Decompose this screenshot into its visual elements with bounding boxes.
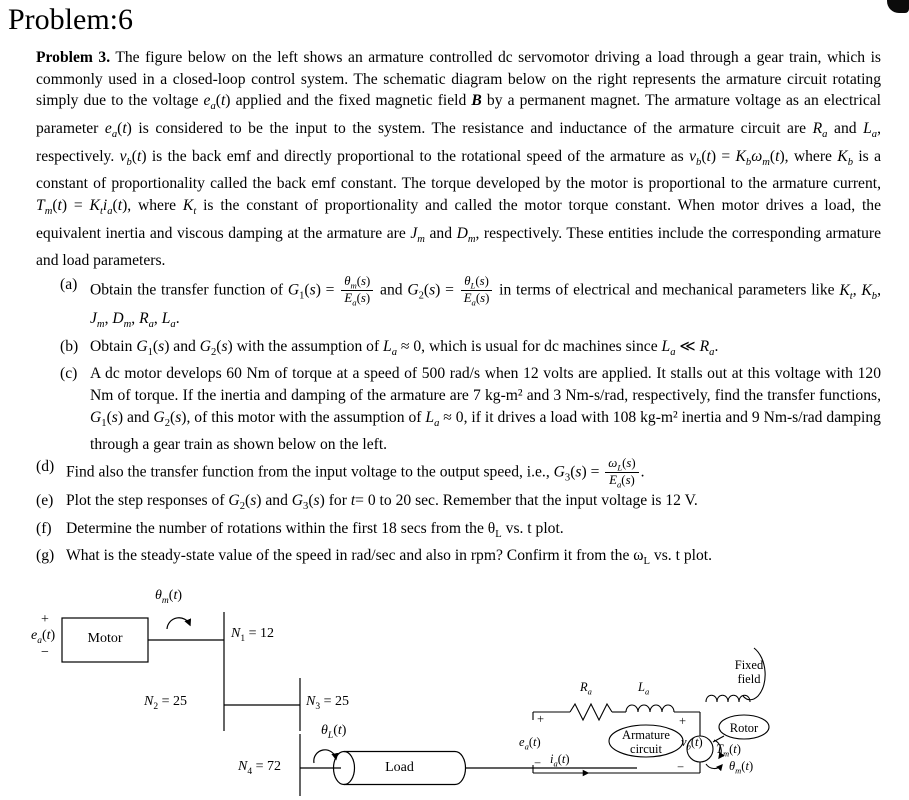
motor-label: Motor: [87, 631, 123, 646]
item-text: A dc motor develops 60 Nm of torque at a speed of 500 rad/s when 12 volts are applied. It stalls out at this voltage with 120 Nm of torque. If the inertia and damping of the armature are 7 kg-m² and 3 Nm-s/rad, respectively, find the transfer functions, $G_1(s)$ and $G_2(s)$, of this motor with the assumption of $L_a \approx 0$, if it drives a load with 108 kg-m² inertia and 9 Nm-s/rad damping through a gear train as shown below on the left.: [90, 365, 881, 454]
back-emf-label: $v_b(t)$: [681, 735, 703, 752]
item-text: Find also the transfer function from the input voltage to the output speed, i.e., $G_3(s)$ = $\frac{\omega_L(s)}{E_a(s)}$ .: [66, 455, 645, 490]
gear-n3-label: $N_3 = 25$: [306, 694, 350, 712]
problem-item-c: [36, 363, 881, 455]
problem-item-f: [36, 518, 881, 546]
item-label: (g): [36, 547, 55, 565]
rotor-label: Rotor: [729, 721, 759, 735]
item-text: Obtain the transfer function of $G_1(s)$ = $\frac{\theta_m(s)}{E_a(s)}$ and $G_2(s)$ = $\frac{\theta_L(s)}{E_a(s)}$ in terms of electrical and mechanical parameters like $K_t$, $K_b$, $J_m$, $D_m$, $R_a$, $L_a$.: [90, 273, 881, 331]
problem-item-a: [36, 274, 881, 336]
armature-voltage-label: $e_a(t)$: [519, 735, 541, 752]
item-label: (b): [60, 337, 79, 355]
theta-L-label: $\theta_L(t)$: [321, 723, 347, 741]
item-text: Determine the number of rotations within the first 18 secs from the $\theta_L$ vs. t plot.: [66, 519, 564, 540]
problem-statement: Problem 3. The figure below on the left shows an armature controlled dc servomotor driving a load through a gear train, which is commonly used in a closed-loop control system. The schematic diagram below on the right represents the armature circuit rotating simply due to the voltage $e_a(t)$ applied and the fixed magnetic field B by a permanent magnet. The armature voltage as an electrical parameter $e_a(t)$ is considered to be the input to the system. The resistance and inductance of the armature circuit are $R_a$ and $L_a$, respectively. $v_b(t)$ is the back emf and directly proportional to the rotational speed of the armature as $v_b(t) = K_b\omega_m(t)$, where $K_b$ is a constant of proportionality called the back emf constant. The torque developed by the motor is proportional to the armature current, $T_m(t) = K_ti_a(t)$, where $K_t$ is the constant of proportionality and called the motor torque constant. When motor drives a load, the equivalent inertia and viscous damping at the armature are $J_m$ and $D_m$, respectively. These entities include the corresponding armature and load parameters.: [36, 49, 882, 270]
problem-item-d: [36, 456, 881, 490]
item-label: (a): [60, 275, 78, 293]
problem-item-e: [36, 490, 881, 518]
item-text: Obtain $G_1(s)$ and $G_2(s)$ with the assumption of $L_a \approx 0$, which is usual for dc machines since $L_a$ ≪ $R_a$.: [90, 337, 719, 358]
armature-circuit-label: Armature circuit: [622, 728, 670, 756]
armature-minus-sign: −: [534, 756, 542, 770]
item-text: What is the steady-state value of the speed in rad/sec and also in rpm? Confirm it from the $\omega_L$ vs. t plot.: [66, 547, 712, 568]
load-label: Load: [385, 760, 414, 775]
input-voltage-label: $e_a(t)$: [31, 628, 56, 646]
motor-torque-label: $T_m(t)$: [716, 742, 741, 759]
figure-diagram: [0, 562, 909, 800]
gear-n1-label: $N_1 = 12$: [231, 626, 275, 644]
rotation-arrow-load-icon: [314, 750, 336, 763]
back-emf-plus-sign: +: [679, 714, 687, 728]
problem-text-block: [0, 39, 909, 573]
armature-plus-sign: +: [537, 712, 545, 726]
theta-arrow-icon: [706, 764, 722, 769]
inductor-symbol: [626, 705, 674, 712]
input-plus-sign: +: [41, 612, 49, 627]
rotation-arrow-motor-icon: [167, 618, 190, 629]
inductance-label: $L_a$: [638, 680, 650, 697]
fixed-field-label: Fixed field: [734, 658, 764, 686]
theta-m-shaft-label: $\theta_m(t)$: [155, 588, 182, 606]
gear-n4-label: $N_4 = 72$: [238, 759, 282, 777]
item-text: Plot the step responses of $G_2(s)$ and $G_3(s)$ for t= 0 to 20 sec. Remember that the input voltage is 12 V.: [66, 491, 698, 513]
resistance-label: $R_a$: [580, 680, 592, 697]
armature-current-label: $i_a(t)$: [550, 752, 570, 769]
item-label: (c): [60, 365, 78, 383]
item-label: (f): [36, 519, 52, 537]
resistor-symbol: [570, 704, 612, 720]
back-emf-minus-sign: −: [677, 760, 685, 774]
page-title: Problem:6: [8, 3, 133, 36]
item-label: (d): [36, 457, 55, 475]
gear-n2-label: $N_2 = 25$: [144, 694, 188, 712]
problem-item-b: [36, 336, 881, 364]
input-minus-sign: −: [41, 645, 49, 660]
theta-m-rotor-label: $\theta_m(t)$: [729, 759, 754, 776]
item-label: (e): [36, 491, 54, 509]
